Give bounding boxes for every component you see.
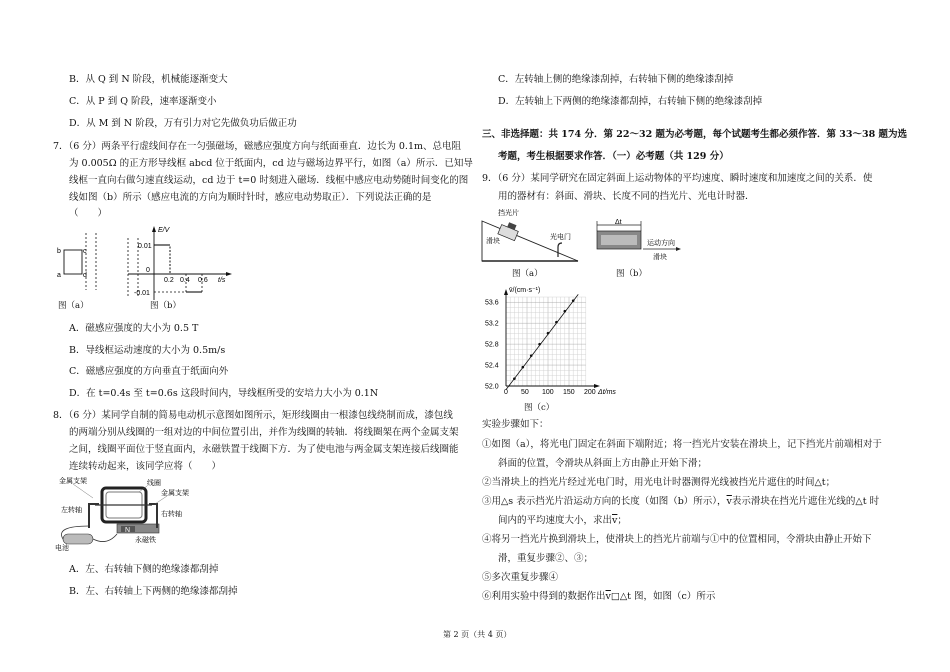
tick-0.2: 0.2 [164, 277, 174, 284]
figure-7a [55, 228, 100, 298]
label-d: d [83, 272, 87, 279]
tick-0: 0 [146, 267, 150, 274]
label-direction: 运动方向 [647, 240, 675, 247]
y-tick-label: 52.0 [485, 383, 499, 391]
label-magnet: 永磁铁 [135, 537, 156, 544]
q9-stem-line2: 用的器材有：斜面、滑块、长度不同的挡光片、光电计时器． [498, 191, 755, 202]
data-point [513, 377, 516, 380]
step-4-line1: ④将另一挡光片换到滑块上，使滑块上的挡光片前端与①中的位置相同，令滑块由静止开始下 [482, 534, 872, 545]
page-footer: 第 2 页（共 4 页） [443, 630, 512, 639]
figure-9c-caption: 图（c） [524, 403, 555, 413]
data-point [547, 332, 550, 335]
label-shield: 挡光片 [498, 210, 519, 217]
tick-neg-0.01: -0.01 [134, 290, 150, 297]
q8-stem-line2: 的两端分别从线圈的一组对边的中间位置引出，并作为线圈的转轴．将线圈架在两个金属支架 [69, 427, 459, 438]
y-tick-label: 53.2 [485, 320, 499, 328]
q7-option-c: C．磁感应强度的方向垂直于纸面向外 [69, 366, 229, 377]
label-slider: 滑块 [486, 238, 500, 245]
q7-option-a: A．磁感应强度的大小为 0.5 T [69, 323, 199, 334]
q6-option-d: D．从 M 到 N 阶段，万有引力对它先做负功后做正功 [69, 118, 297, 129]
y-tick-label: 52.8 [485, 341, 499, 349]
figure-7b-emf-graph [124, 224, 236, 304]
label-c: c [83, 248, 87, 255]
q9-stem-line1: 9．（6 分）某同学研究在固定斜面上运动物体的平均速度、瞬时速度和加速度之间的关系．使 [482, 173, 873, 184]
section-3-heading-line1: 三、非选择题：共 174 分．第 22～32 题为必考题，每个试题考生都必须作答．第 33～38 题为选 [482, 129, 908, 140]
step-3-line1: ③用△s 表示挡光片沿运动方向的长度（如图（b）所示），$\overline{v}$表示滑块在挡光片遮住光线的△t 时 [482, 496, 880, 507]
data-point [530, 354, 533, 357]
step-3-line2: 间内的平均速度大小，求出$\overline{v}$； [498, 515, 627, 526]
q7-answer-blank: （ ） [69, 208, 108, 219]
data-point [538, 343, 541, 346]
x-tick-label: 50 [521, 389, 529, 396]
data-point [572, 299, 575, 302]
y-axis-label: E/V [158, 227, 170, 234]
label-delta-s: Δt [615, 219, 622, 226]
q8-option-a: A．左、右转轴下侧的绝缘漆都刮掉 [69, 564, 219, 575]
label-b: b [57, 248, 61, 255]
photogate [558, 243, 562, 257]
step-6: ⑥利用实验中得到的数据作出$\overline{v}□\triangle t$ 图，如图（c）所示 [482, 591, 716, 602]
q8-stem-line4: 连续转动起来，该同学应将（ ） [69, 461, 222, 472]
magnet-n-label: N [125, 527, 131, 534]
label-left-axle: 左转轴 [61, 507, 82, 514]
step-1-line2: 斜面的位置，令滑块从斜面上方由静止开始下滑； [498, 458, 708, 469]
figure-8-motor [55, 476, 190, 554]
data-point [564, 310, 567, 313]
y-tick-label: 52.4 [485, 362, 499, 370]
q6-option-b: B．从 Q 到 N 阶段，机械能逐渐变大 [69, 74, 228, 85]
step-5: ⑤多次重复步骤④ [482, 572, 559, 583]
tick-0.01: 0.01 [138, 243, 152, 250]
step-2: ②当滑块上的挡光片经过光电门时，用光电计时器测得光线被挡光片遮住的时间△t； [482, 477, 836, 488]
label-bracket-right: 金属支架 [161, 490, 189, 497]
section-3-heading-line2: 考题，考生根据要求作答．（一）必考题（共 129 分） [498, 151, 729, 162]
tick-0.6: 0.6 [198, 277, 208, 284]
emf-positive-segment [154, 245, 170, 274]
label-right-axle: 右转轴 [161, 511, 182, 518]
q7-stem-line1: 7．（6 分）两条平行虚线间存在一匀强磁场，磁感应强度方向与纸面垂直．边长为 0.1m、总电阻 [53, 141, 461, 152]
figure-9a-caption: 图（a） [512, 269, 543, 279]
left-bracket [89, 504, 99, 528]
q7-stem-line2: 为 0.005Ω 的正方形导线框 abcd 位于纸面内，cd 边与磁场边界平行，如图（a）所示．已知导 [69, 158, 473, 169]
q7-option-d: D．在 t=0.4s 至 t=0.6s 这段时间内，导线框所受的安培力大小为 0.1N [69, 388, 379, 399]
label-slider-b: 滑块 [653, 254, 667, 261]
label-photogate: 光电门 [550, 234, 571, 241]
x-axis-label: t/s [218, 277, 226, 284]
chart-y-label: v̄/(cm·s⁻¹) [509, 287, 541, 294]
figure-9c-chart [482, 283, 622, 403]
q7-stem-line4: 线如图（b）所示（感应电流的方向为顺时针时，感应电动势取正）．下列说法正确的是 [69, 192, 432, 203]
x-tick-label: 150 [563, 389, 575, 396]
x-tick-label: 200 [584, 389, 596, 396]
figure-9b-shield [593, 219, 683, 267]
wire-frame-abcd [64, 250, 82, 274]
battery [63, 534, 93, 544]
chart-x-label: Δt/ms [598, 389, 616, 396]
step-1-line1: ①如图（a），将光电门固定在斜面下端附近；将一挡光片安装在滑块上，记下挡光片前端相对于 [482, 439, 882, 450]
data-point [555, 321, 558, 324]
q6-option-c: C．从 P 到 Q 阶段，速率逐渐变小 [69, 96, 217, 107]
label-battery: 电池 [55, 545, 69, 552]
x-tick-label: 100 [542, 389, 554, 396]
label-a: a [57, 272, 61, 279]
label-bracket-left: 金属支架 [59, 478, 87, 485]
q8-option-c: C．左转轴上侧的绝缘漆刮掉，右转轴下侧的绝缘漆刮掉 [498, 74, 734, 85]
q8-option-d: D．左转轴上下两侧的绝缘漆都刮掉，右转轴下侧的绝缘漆刮掉 [498, 96, 763, 107]
figure-7b-caption: 图（b） [150, 301, 181, 311]
steps-title: 实验步骤如下： [482, 419, 549, 430]
figure-9b-caption: 图（b） [616, 269, 647, 279]
tick-0.4: 0.4 [180, 277, 190, 284]
q8-stem-line3: 之间，线圈平面位于竖直面内，永磁铁置于线圈下方．为了使电池与两金属支架连接后线圈能 [69, 444, 459, 455]
figure-9a-incline [482, 207, 582, 267]
x-tick-label: 0 [504, 389, 508, 396]
figure-7a-caption: 图（a） [58, 301, 89, 311]
y-tick-label: 53.6 [485, 299, 499, 307]
q8-stem-line1: 8．（6 分）某同学自制的简易电动机示意图如图所示，矩形线圈由一根漆包线绕制而成，漆包线 [53, 410, 453, 421]
q7-option-b: B．导线框运动速度的大小为 0.5m/s [69, 345, 226, 356]
q8-option-b: B．左、右转轴上下两侧的绝缘漆都刮掉 [69, 586, 238, 597]
q7-stem-line3: 线框一直向右做匀速直线运动，cd 边于 t=0 时刻进入磁场．线框中感应电动势随时间变化的图 [69, 175, 469, 186]
data-point [522, 366, 525, 369]
step-4-line2: 滑，重复步骤②、③； [498, 553, 594, 564]
label-coil: 线圈 [147, 480, 161, 487]
